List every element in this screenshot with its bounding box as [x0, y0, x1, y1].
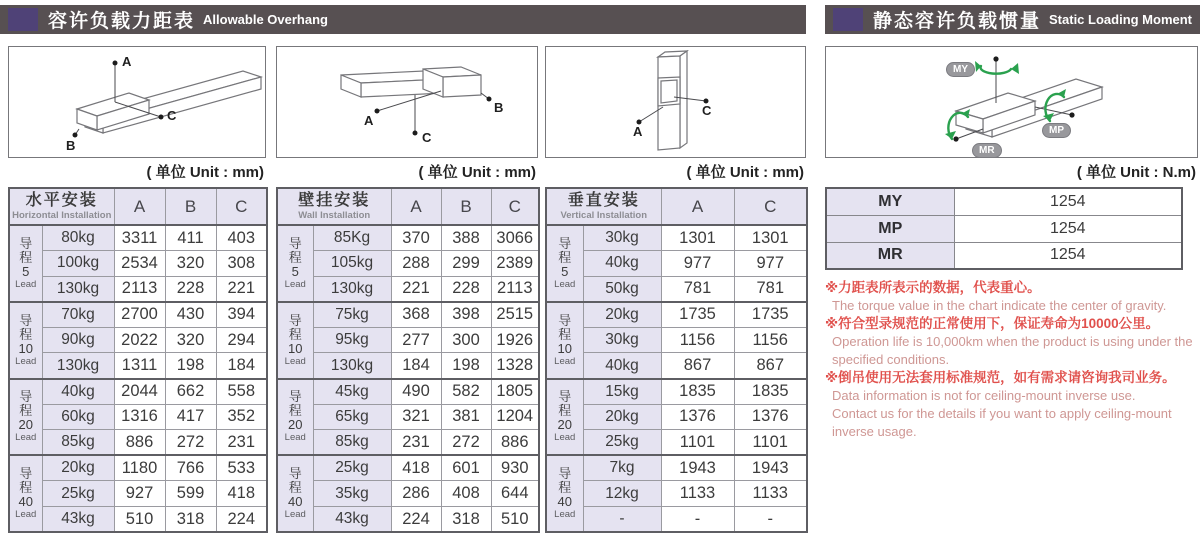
value-cell: 1926: [491, 327, 539, 353]
value-cell: 1101: [661, 430, 734, 456]
value-cell: 318: [165, 507, 216, 533]
value-cell: 411: [165, 225, 216, 251]
value-cell: 662: [165, 379, 216, 405]
value-cell: 1943: [734, 455, 807, 481]
table-row: [546, 379, 807, 405]
value-cell: 184: [391, 353, 441, 379]
value-cell: 3066: [491, 225, 539, 251]
moment-row: [826, 242, 1182, 269]
load-cell: 85Kg: [313, 225, 391, 251]
load-cell: 100kg: [42, 251, 114, 277]
value-cell: 1133: [734, 481, 807, 507]
load-cell: -: [583, 507, 661, 533]
note-line-en: inverse usage.: [832, 424, 917, 439]
table-row: [546, 455, 807, 481]
point-label-a: A: [633, 124, 643, 139]
table-title: [9, 188, 114, 225]
point-label-c: C: [422, 130, 432, 145]
value-cell: 388: [441, 225, 491, 251]
value-cell: 1180: [114, 455, 165, 481]
load-cell: 35kg: [313, 481, 391, 507]
load-cell: 80kg: [42, 225, 114, 251]
value-cell: 1376: [734, 404, 807, 430]
value-cell: 272: [165, 430, 216, 456]
lead-cell: 导 程 40 Lead: [277, 455, 313, 532]
note-line-en: Contact us for the details if you want to apply ceiling-mount: [832, 406, 1172, 421]
note-line-zh: ※力距表所表示的数据，代表重心。: [825, 280, 1041, 295]
value-cell: 867: [734, 353, 807, 379]
value-cell: 198: [165, 353, 216, 379]
table-row: [9, 225, 267, 251]
value-cell: 430: [165, 302, 216, 328]
moment-diagram: [825, 46, 1198, 158]
load-cell: 50kg: [583, 276, 661, 302]
value-cell: 1376: [661, 404, 734, 430]
unit-label-mm: ( 单位 Unit : mm): [418, 164, 536, 181]
moment-label-my: MY: [946, 62, 975, 77]
load-cell: 20kg: [42, 455, 114, 481]
point-label-b: B: [66, 138, 76, 153]
table-title-en: Horizontal Installation: [12, 210, 112, 221]
value-cell: 2113: [491, 276, 539, 302]
value-cell: 1805: [491, 379, 539, 405]
point-label-a: A: [122, 54, 132, 69]
value-cell: 318: [441, 507, 491, 533]
value-cell: 417: [165, 404, 216, 430]
value-cell: 272: [441, 430, 491, 456]
table-title-zh: 垂直安装: [567, 192, 640, 209]
value-cell: 2534: [114, 251, 165, 277]
table-row: [546, 251, 807, 277]
note-line-en: Operation life is 10,000km when the product is using under the: [832, 334, 1193, 349]
value-cell: 1835: [661, 379, 734, 405]
lead-cell: 导 程 5 Lead: [277, 225, 313, 302]
load-cell: 7kg: [583, 455, 661, 481]
point-label-b: B: [494, 100, 504, 115]
value-cell: 1311: [114, 353, 165, 379]
load-cell: 95kg: [313, 327, 391, 353]
value-cell: 288: [391, 251, 441, 277]
value-cell: 381: [441, 404, 491, 430]
table-row: [277, 507, 539, 533]
column-header: A: [114, 188, 165, 225]
moment-label-mr: MR: [972, 143, 1002, 158]
load-cell: 130kg: [313, 276, 391, 302]
allowable-overhang-header-bar: [0, 5, 806, 34]
value-cell: 930: [491, 455, 539, 481]
value-cell: 408: [441, 481, 491, 507]
table-title-en: Vertical Installation: [560, 210, 648, 221]
table-title: [546, 188, 661, 225]
value-cell: 558: [216, 379, 267, 405]
load-cell: 40kg: [583, 251, 661, 277]
table-row: [277, 481, 539, 507]
lead-cell: 导 程 10 Lead: [546, 302, 583, 379]
column-header: B: [165, 188, 216, 225]
accent-square-icon: [8, 8, 38, 31]
column-header: C: [734, 188, 807, 225]
value-cell: 299: [441, 251, 491, 277]
value-cell: 294: [216, 327, 267, 353]
moment-label-cell: MR: [826, 242, 954, 269]
load-cell: 40kg: [583, 353, 661, 379]
load-cell: 60kg: [42, 404, 114, 430]
table-row: [9, 302, 267, 328]
value-cell: 1328: [491, 353, 539, 379]
table-row: [277, 353, 539, 379]
load-cell: 15kg: [583, 379, 661, 405]
table-row: [546, 353, 807, 379]
value-cell: 1301: [661, 225, 734, 251]
value-cell: -: [661, 507, 734, 533]
table-row: [546, 404, 807, 430]
accent-square-icon: [833, 8, 863, 31]
value-cell: 766: [165, 455, 216, 481]
value-cell: 781: [734, 276, 807, 302]
value-cell: 599: [165, 481, 216, 507]
column-header: C: [491, 188, 539, 225]
load-cell: 25kg: [583, 430, 661, 456]
note-line-en: Data information is not for ceiling-mount inverse use.: [832, 388, 1136, 403]
table-row: [9, 251, 267, 277]
unit-label-mm: ( 单位 Unit : mm): [146, 164, 264, 181]
moment-value-cell: 1254: [954, 188, 1182, 215]
table-row: [546, 276, 807, 302]
value-cell: 418: [216, 481, 267, 507]
value-cell: 370: [391, 225, 441, 251]
load-cell: 25kg: [42, 481, 114, 507]
table-row: [546, 327, 807, 353]
static-loading-moment-header-bar: [825, 5, 1200, 34]
moment-table: [825, 187, 1183, 270]
value-cell: 198: [441, 353, 491, 379]
rail-isometric-drawing: [546, 47, 805, 157]
table-row: [9, 430, 267, 456]
lead-cell: 导 程 5 Lead: [546, 225, 583, 302]
point-label-c: C: [702, 103, 712, 118]
value-cell: 2700: [114, 302, 165, 328]
load-cell: 70kg: [42, 302, 114, 328]
value-cell: 320: [165, 251, 216, 277]
moment-label-cell: MP: [826, 215, 954, 242]
value-cell: 320: [165, 327, 216, 353]
load-cell: 130kg: [42, 276, 114, 302]
moment-isometric-drawing: [826, 47, 1197, 157]
value-cell: 228: [441, 276, 491, 302]
wall-installation-table: [276, 187, 540, 533]
value-cell: -: [734, 507, 807, 533]
note-line-en: The torque value in the chart indicate the center of gravity.: [832, 298, 1167, 313]
value-cell: 1301: [734, 225, 807, 251]
table-row: [9, 353, 267, 379]
table-row: [9, 481, 267, 507]
value-cell: 231: [216, 430, 267, 456]
value-cell: 1835: [734, 379, 807, 405]
lead-cell: 导 程 20 Lead: [277, 379, 313, 456]
load-cell: 105kg: [313, 251, 391, 277]
value-cell: 2389: [491, 251, 539, 277]
value-cell: 1316: [114, 404, 165, 430]
table-row: [277, 251, 539, 277]
horizontal-installation-table: [8, 187, 268, 533]
value-cell: 221: [391, 276, 441, 302]
value-cell: 224: [216, 507, 267, 533]
value-cell: 228: [165, 276, 216, 302]
vertical-installation-table: [545, 187, 808, 533]
table-row: [9, 404, 267, 430]
horizontal-installation-diagram: [8, 46, 266, 158]
load-cell: 12kg: [583, 481, 661, 507]
value-cell: 1156: [661, 327, 734, 353]
column-header: C: [216, 188, 267, 225]
lead-cell: 导 程 20 Lead: [9, 379, 42, 456]
wall-installation-diagram: [276, 46, 538, 158]
value-cell: 977: [734, 251, 807, 277]
table-row: [277, 302, 539, 328]
point-label-c: C: [167, 108, 177, 123]
unit-label-mm: ( 单位 Unit : mm): [686, 164, 804, 181]
load-cell: 20kg: [583, 302, 661, 328]
table-row: [277, 327, 539, 353]
table-title-zh: 水平安装: [25, 192, 98, 209]
table-row: [277, 276, 539, 302]
lead-cell: 导 程 40 Lead: [9, 455, 42, 532]
value-cell: 886: [491, 430, 539, 456]
value-cell: 1735: [734, 302, 807, 328]
load-cell: 25kg: [313, 455, 391, 481]
table-row: [277, 455, 539, 481]
load-cell: 75kg: [313, 302, 391, 328]
value-cell: 1156: [734, 327, 807, 353]
table-title-zh: 壁挂安装: [298, 192, 371, 209]
table-title: [277, 188, 391, 225]
value-cell: 510: [491, 507, 539, 533]
value-cell: 533: [216, 455, 267, 481]
moment-row: [826, 215, 1182, 242]
value-cell: 490: [391, 379, 441, 405]
value-cell: 644: [491, 481, 539, 507]
load-cell: 43kg: [313, 507, 391, 533]
table-row: [9, 507, 267, 533]
value-cell: 927: [114, 481, 165, 507]
table-row: [9, 276, 267, 302]
value-cell: 2022: [114, 327, 165, 353]
value-cell: 286: [391, 481, 441, 507]
load-cell: 85kg: [42, 430, 114, 456]
table-row: [9, 327, 267, 353]
value-cell: 601: [441, 455, 491, 481]
value-cell: 1133: [661, 481, 734, 507]
lead-cell: 导 程 40 Lead: [546, 455, 583, 532]
value-cell: 781: [661, 276, 734, 302]
value-cell: 582: [441, 379, 491, 405]
value-cell: 2113: [114, 276, 165, 302]
value-cell: 2044: [114, 379, 165, 405]
table-row: [277, 404, 539, 430]
table-row: [9, 379, 267, 405]
load-cell: 20kg: [583, 404, 661, 430]
value-cell: 3311: [114, 225, 165, 251]
load-cell: 43kg: [42, 507, 114, 533]
value-cell: 398: [441, 302, 491, 328]
section-title-en: Allowable Overhang: [203, 12, 328, 27]
table-row: [277, 430, 539, 456]
load-cell: 40kg: [42, 379, 114, 405]
table-row: [546, 481, 807, 507]
value-cell: 300: [441, 327, 491, 353]
value-cell: 977: [661, 251, 734, 277]
section-title-zh: 容许负载力距表: [48, 11, 196, 32]
table-row: [277, 379, 539, 405]
value-cell: 403: [216, 225, 267, 251]
moment-label-mp: MP: [1042, 123, 1071, 138]
moment-value-cell: 1254: [954, 215, 1182, 242]
moment-label-cell: MY: [826, 188, 954, 215]
note-line-zh: ※倒吊使用无法套用标准规范，如有需求请咨询我司业务。: [825, 370, 1176, 385]
value-cell: 184: [216, 353, 267, 379]
value-cell: 867: [661, 353, 734, 379]
note-line-zh: ※符合型录规范的正常使用下，保证寿命为10000公里。: [825, 316, 1160, 331]
lead-cell: 导 程 10 Lead: [9, 302, 42, 379]
section-title-zh: 静态容许负载惯量: [873, 11, 1042, 32]
table-row: [546, 507, 807, 533]
load-cell: 45kg: [313, 379, 391, 405]
value-cell: 231: [391, 430, 441, 456]
vertical-installation-diagram: [545, 46, 806, 158]
moment-row: [826, 188, 1182, 215]
value-cell: 2515: [491, 302, 539, 328]
value-cell: 1101: [734, 430, 807, 456]
section-title-en: Static Loading Moment: [1049, 12, 1193, 27]
load-cell: 90kg: [42, 327, 114, 353]
vertical-installation-section: [545, 46, 806, 533]
value-cell: 418: [391, 455, 441, 481]
table-row: [546, 302, 807, 328]
value-cell: 1204: [491, 404, 539, 430]
note-line-en: specified conditions.: [832, 352, 950, 367]
table-row: [277, 225, 539, 251]
table-title-en: Wall Installation: [298, 210, 371, 221]
notes: [825, 279, 1198, 441]
moment-value-cell: 1254: [954, 242, 1182, 269]
rail-isometric-drawing: [9, 47, 265, 157]
value-cell: 886: [114, 430, 165, 456]
column-header: B: [441, 188, 491, 225]
table-row: [9, 455, 267, 481]
value-cell: 368: [391, 302, 441, 328]
value-cell: 1735: [661, 302, 734, 328]
load-cell: 65kg: [313, 404, 391, 430]
value-cell: 394: [216, 302, 267, 328]
value-cell: 352: [216, 404, 267, 430]
value-cell: 221: [216, 276, 267, 302]
value-cell: 1943: [661, 455, 734, 481]
value-cell: 308: [216, 251, 267, 277]
load-cell: 130kg: [42, 353, 114, 379]
load-cell: 30kg: [583, 327, 661, 353]
lead-cell: 导 程 20 Lead: [546, 379, 583, 456]
value-cell: 224: [391, 507, 441, 533]
table-row: [546, 225, 807, 251]
load-cell: 130kg: [313, 353, 391, 379]
value-cell: 321: [391, 404, 441, 430]
point-label-a: A: [364, 113, 374, 128]
horizontal-installation-section: [8, 46, 266, 533]
value-cell: 510: [114, 507, 165, 533]
table-row: [546, 430, 807, 456]
load-cell: 85kg: [313, 430, 391, 456]
lead-cell: 导 程 10 Lead: [277, 302, 313, 379]
column-header: A: [391, 188, 441, 225]
lead-cell: 导 程 5 Lead: [9, 225, 42, 302]
static-loading-moment-section: [825, 46, 1198, 441]
column-header: A: [661, 188, 734, 225]
value-cell: 277: [391, 327, 441, 353]
load-cell: 30kg: [583, 225, 661, 251]
wall-installation-section: [276, 46, 538, 533]
unit-label-nm: ( 单位 Unit : N.m): [1076, 164, 1196, 181]
